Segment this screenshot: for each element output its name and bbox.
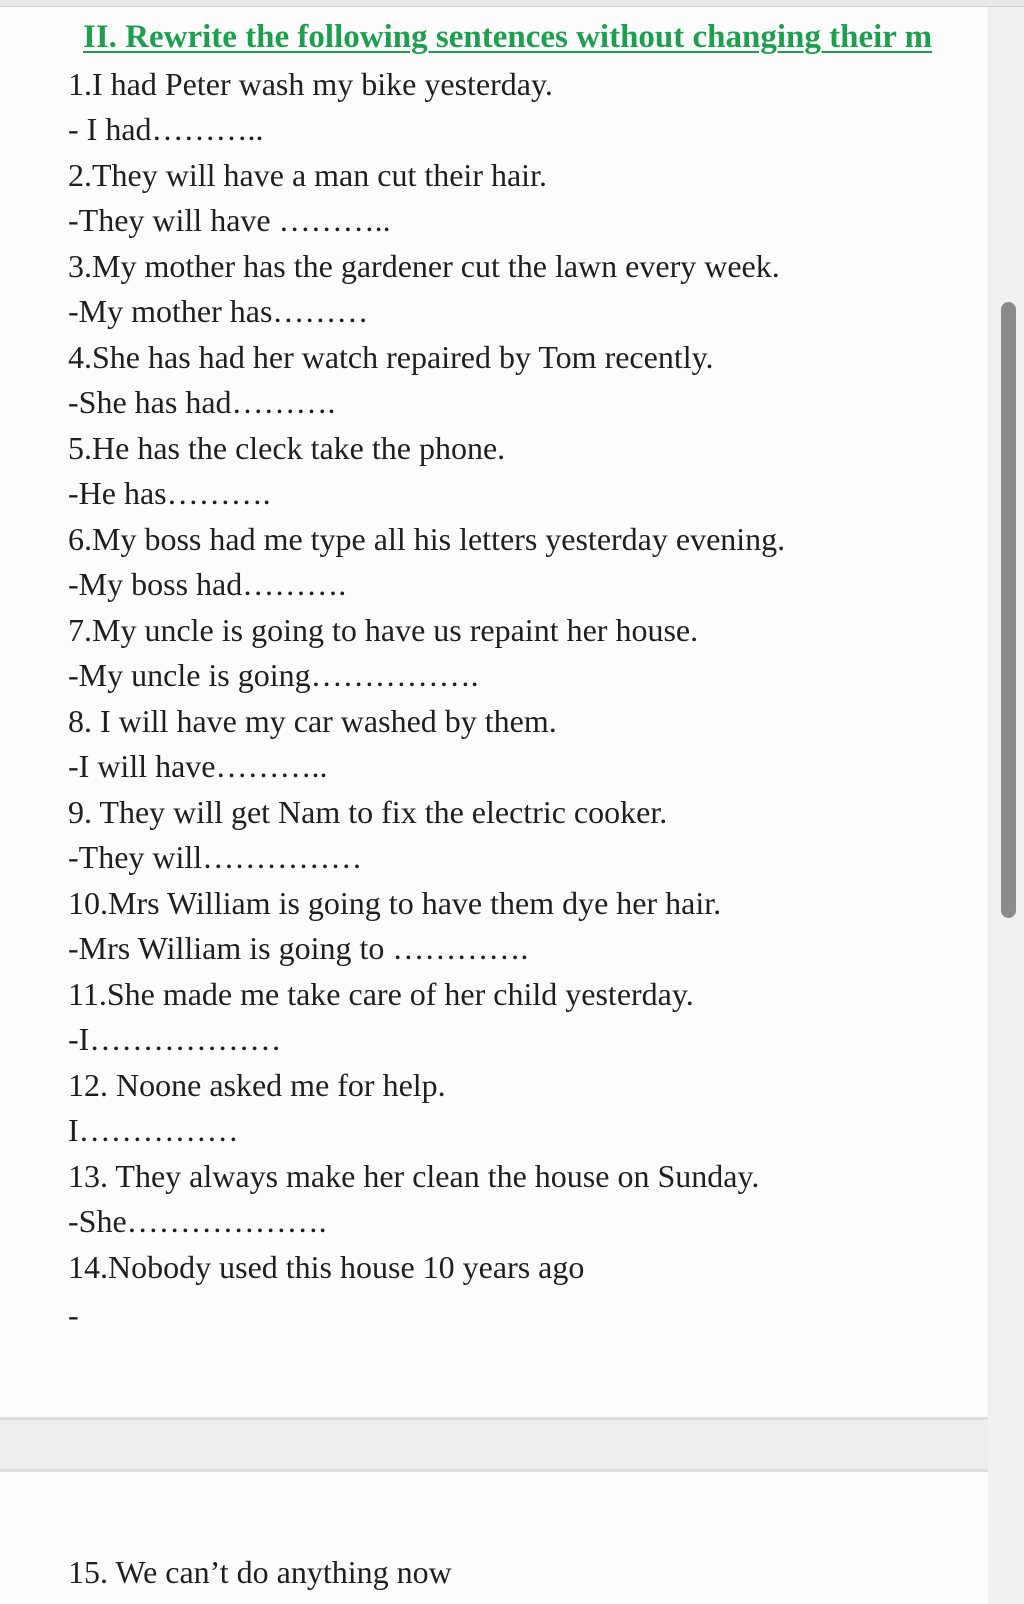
document-page-2 [0, 1469, 988, 1604]
sentence-line: 12. Noone asked me for help. [68, 1067, 446, 1103]
sentence-line: 1.I had Peter wash my bike yesterday. [68, 66, 553, 102]
sentence-line: 11.She made me take care of her child yesterday. [68, 976, 694, 1012]
answer-line: -She has had………. [68, 384, 336, 420]
answer-line: I…………… [68, 1112, 239, 1148]
answer-line: -My mother has……… [68, 293, 369, 329]
sentence-line: 10.Mrs William is going to have them dye her hair. [68, 885, 722, 921]
answer-line: -I……………… [68, 1021, 282, 1057]
sentence-line: 6.My boss had me type all his letters yesterday evening. [68, 521, 786, 557]
sentence-line: 9. They will get Nam to fix the electric cooker. [68, 794, 668, 830]
sentence-line: 5.He has the cleck take the phone. [68, 430, 506, 466]
sentence-line: 13. They always make her clean the house on Sunday. [68, 1158, 760, 1194]
answer-line: -They will…………… [68, 839, 363, 875]
page-break-gap [0, 1417, 988, 1472]
answer-line: -He has………. [68, 475, 271, 511]
answer-line: -They will have ……….. [68, 202, 391, 238]
answer-line: - [68, 1297, 79, 1333]
answer-line: -She………………. [68, 1203, 327, 1239]
document-page-1 [0, 7, 988, 1417]
answer-line: -My uncle is going……………. [68, 657, 479, 693]
sentence-line: 15. We can’t do anything now [68, 1554, 452, 1590]
sentence-line: 7.My uncle is going to have us repaint her house. [68, 612, 699, 648]
window-top-edge [0, 0, 1024, 7]
sentence-line: 8. I will have my car washed by them. [68, 703, 557, 739]
vertical-scrollbar-thumb[interactable] [1001, 302, 1016, 918]
answer-line: - I had……….. [68, 111, 264, 147]
answer-line: -My boss had………. [68, 566, 347, 602]
sentence-line: 4.She has had her watch repaired by Tom recently. [68, 339, 714, 375]
sentence-line: 2.They will have a man cut their hair. [68, 157, 547, 193]
exercise-heading: II. Rewrite the following sentences without changing their m [83, 19, 933, 55]
sentence-line: 3.My mother has the gardener cut the lawn every week. [68, 248, 780, 284]
answer-line: -I will have……….. [68, 748, 328, 784]
answer-line: -Mrs William is going to …………. [68, 930, 529, 966]
sentence-line: 14.Nobody used this house 10 years ago [68, 1249, 585, 1285]
